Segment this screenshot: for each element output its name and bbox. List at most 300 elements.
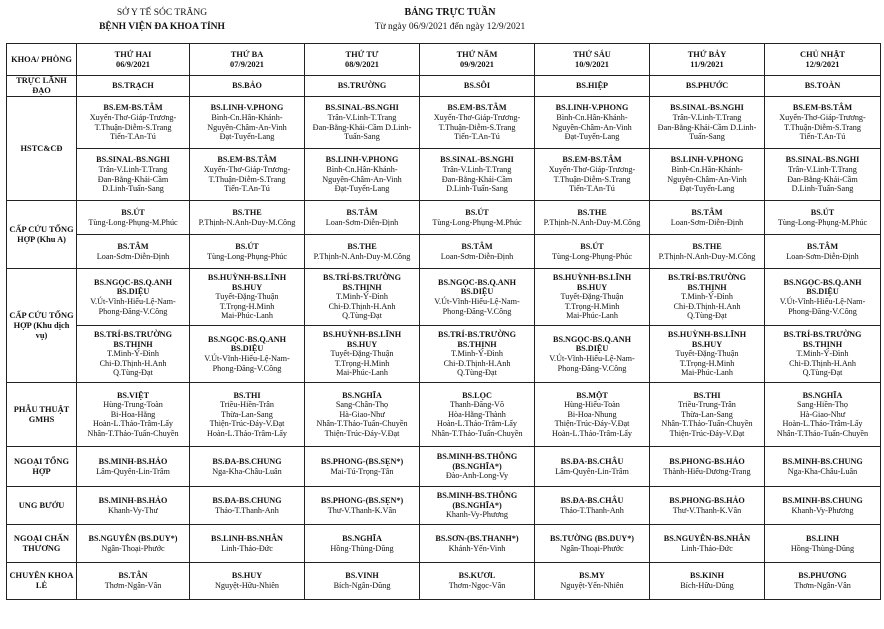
doctor-name: BS.THỊNH: [113, 339, 153, 349]
page-subtitle: Từ ngày 06/9/2021 đến ngày 12/9/2021: [374, 22, 526, 32]
day-name: THỨ SÁU: [573, 50, 611, 59]
staff-names: Tiến-T.An-Tú: [454, 132, 500, 142]
doctor-name: BS.SINAL-BS.NGHI: [96, 155, 170, 165]
doctor-name: BS.HUỲNH-BS.LĨNH: [322, 330, 402, 340]
doctor-name: BS.HUỲNH-BS.LĨNH: [552, 273, 632, 283]
doctor-name: BS.DIỆU: [116, 287, 150, 297]
staff-names: Phong-Đăng-V.Công: [557, 363, 627, 373]
duty-cell: [305, 525, 420, 563]
day-name: THỨ BA: [230, 50, 264, 59]
doctor-name: BS.VIỆT: [116, 390, 150, 400]
doctor-name: BS.ĐA-BS.CHUNG: [212, 456, 282, 466]
doctor-name: BS.TOÀN: [804, 81, 841, 91]
staff-names: Thừa-Lan-Sang: [221, 409, 273, 419]
staff-names: Trân-V.Linh-T.Trang: [672, 112, 742, 122]
roster-row: [7, 326, 881, 383]
doctor-name: BS.THE: [692, 241, 722, 251]
staff-names: P.Thịnh-N.Anh-Duy-M.Công: [198, 217, 296, 227]
doctor-name: BS.LINH-V.PHONG: [670, 155, 744, 165]
staff-names: Hà-Giao-Như: [339, 409, 385, 419]
staff-names: Loan-Sơm-Diễn-Định: [440, 251, 514, 261]
doctor-name: BS.ĐA-BS.CHÂU: [560, 495, 624, 505]
staff-names: Trân-V.Linh-T.Trang: [327, 112, 397, 122]
duty-cell: [765, 447, 881, 487]
doctor-name: BS.NGỌC-BS.Q.ANH: [207, 334, 287, 344]
duty-cell: [650, 525, 765, 563]
day-date: 09/9/2021: [460, 59, 494, 69]
staff-names: Thảo-T.Thanh-Anh: [560, 505, 624, 515]
doctor-name: BS.NGỌC-BS.Q.ANH: [783, 277, 862, 287]
duty-cell: [765, 487, 881, 525]
staff-names: Nhân-T.Thảo-Tuấn-Chuyền: [316, 419, 408, 429]
roster-row: [7, 97, 881, 149]
duty-cell: [420, 201, 535, 235]
duty-cell: [77, 563, 190, 600]
doctor-name: BS.HUY: [231, 282, 263, 292]
day-header: [190, 44, 305, 76]
staff-names: Đan-Bằng-Khải-Cầm: [441, 174, 513, 184]
day-header: [535, 44, 650, 76]
doctor-name: BS.KƯƠL: [458, 571, 496, 581]
staff-names: Đan-Bằng-Khải-Cầm D.Linh-: [312, 122, 412, 132]
duty-cell: [765, 269, 881, 326]
duty-cell: [535, 97, 650, 149]
day-name: THỨ BẢY: [687, 50, 727, 59]
staff-names: Phong-Đăng-V.Công: [98, 306, 168, 316]
staff-names: Thơm-Ngọc-Vân: [448, 581, 506, 590]
doctor-name: BS.LINH-V.PHONG: [210, 103, 284, 113]
day-date: 08/9/2021: [345, 59, 379, 69]
duty-cell: [305, 235, 420, 269]
doctor-name: BS.DIỆU: [575, 344, 609, 354]
staff-names: Khanh-Vy-Phương: [446, 510, 508, 520]
doctor-name: BS.THE: [347, 241, 377, 251]
duty-cell: [190, 76, 305, 97]
staff-names: Loan-Sơm-Diễn-Định: [96, 251, 170, 261]
staff-names: Linh-Thảo-Đức: [681, 543, 733, 553]
day-date: 10/9/2021: [575, 59, 609, 69]
staff-names: Tuấn-Sang: [689, 132, 725, 142]
staff-names: T.Minh-Ý-Đình: [796, 349, 849, 359]
doctor-name: BS.HUỲNH-BS.LĨNH: [207, 273, 287, 283]
day-date: 07/9/2021: [230, 59, 264, 69]
doctor-name: BS.TRẠCH: [112, 81, 154, 91]
staff-names: Thành-Hiếu-Dương-Trang: [663, 466, 751, 476]
duty-cell: [650, 326, 765, 383]
doctor-name: BS.NGHĨA: [342, 390, 382, 400]
doctor-name: BS.NGỌC-BS.Q.ANH: [552, 334, 632, 344]
day-date: 06/9/2021: [116, 59, 150, 69]
duty-cell: [650, 269, 765, 326]
department-label: CẤP CỨU TỔNG HỢP (Khu dịch vụ): [7, 269, 77, 383]
doctor-name: (BS.NGHĨA*): [452, 500, 502, 510]
staff-names: Tùng-Long-Phụng-M.Phúc: [432, 217, 522, 227]
staff-names: Khánh-Yến-Vinh: [448, 543, 506, 553]
duty-cell: [650, 97, 765, 149]
day-name: THỨ TƯ: [345, 50, 379, 59]
staff-names: Thiện-Trúc-Đáy-V.Đạt: [324, 428, 400, 438]
duty-cell: [190, 235, 305, 269]
duty-cell: [190, 487, 305, 525]
staff-names: Tuyết-Đặng-Thuận: [560, 292, 624, 302]
doctor-name: BS.SINAL-BS.NGHI: [440, 155, 514, 165]
duty-cell: [420, 487, 535, 525]
duty-cell: [305, 201, 420, 235]
doctor-name: BS.EM-BS.TÂM: [217, 155, 277, 165]
duty-cell: [77, 76, 190, 97]
staff-names: Nguyên-Châm-An-Vinh: [552, 122, 632, 132]
staff-names: Ngân-Thoại-Phước: [101, 543, 165, 553]
doctor-name: BS.MINH-BS.HẢO: [98, 456, 168, 466]
doctor-name: BS.THE: [577, 207, 607, 217]
doctor-name: BS.SÔI: [463, 81, 491, 91]
staff-names: Nguyệt-Yến-Nhiên: [560, 581, 624, 590]
staff-names: Nhân-T.Thảo-Tuấn-Chuyền: [431, 428, 523, 438]
doctor-name: BS.TÂM: [117, 241, 149, 251]
doctor-name: BS.LINH-V.PHONG: [325, 155, 399, 165]
staff-names: Lâm-Quyên-Lin-Trâm: [96, 466, 170, 476]
duty-cell: [535, 76, 650, 97]
roster-row: [7, 447, 881, 487]
duty-cell: [420, 149, 535, 201]
staff-names: T.Trọng-H.Minh: [219, 301, 275, 311]
doctor-name: BS.DIỆU: [806, 287, 839, 297]
duty-cell: [190, 563, 305, 600]
duty-cell: [650, 383, 765, 447]
staff-names: P.Thịnh-N.Anh-Duy-M.Công: [543, 217, 641, 227]
staff-names: Triều-Hiền-Trân: [220, 400, 274, 410]
staff-names: Bình-Cn.Hân-Khánh-: [211, 112, 283, 122]
doctor-name: BS.TRÍ-BS.TRƯỜNG: [783, 330, 862, 340]
doctor-name: BS.TÂN: [118, 571, 148, 581]
staff-names: Hoàn-L.Thảo-Trâm-Lấy: [782, 419, 863, 429]
staff-names: D.Linh-Tuấn-Sang: [102, 184, 164, 194]
doctor-name: BS.SINAL-BS.NGHI: [785, 155, 860, 165]
duty-cell: [650, 76, 765, 97]
doctor-name: BS.MINH-BS.HẢO: [98, 495, 168, 505]
staff-names: Loan-Sơm-Diễn-Định: [786, 251, 859, 261]
staff-names: Chi-Đ.Thịnh-H.Anh: [99, 358, 167, 368]
day-date: 12/9/2021: [805, 59, 840, 69]
staff-names: V.Út-Vĩnh-Hiếu-Lệ-Nam-: [549, 354, 635, 363]
staff-names: T.Thuận-Diễm-S.Trang: [784, 122, 861, 132]
staff-names: Thừa-Lan-Sang: [681, 409, 733, 419]
roster-row: [7, 149, 881, 201]
duty-cell: [305, 447, 420, 487]
staff-names: Hoàn-L.Thảo-Trâm-Lấy: [552, 428, 632, 438]
duty-cell: [535, 149, 650, 201]
duty-cell: [190, 326, 305, 383]
org-name: SỞ Y TẾ SÓC TRĂNG: [116, 8, 208, 18]
doctor-name: BS.HUY: [231, 571, 263, 581]
staff-names: Q.Tùng-Đạt: [113, 368, 153, 378]
duty-cell: [190, 201, 305, 235]
doctor-name: BS.MINH-BS.CHUNG: [782, 495, 863, 505]
doctor-name: BS.HUY: [576, 282, 608, 292]
staff-names: Lâm-Quyên-Lin-Trâm: [555, 466, 629, 476]
staff-names: V.Út-Vĩnh-Hiếu-Lệ-Nam-: [434, 297, 520, 306]
staff-names: Sang-Chân-Thọ: [335, 400, 389, 410]
staff-names: Hòa-Hằng-Thành: [448, 409, 506, 419]
header-left: [72, 6, 252, 34]
staff-names: D.Linh-Tuấn-Sang: [446, 184, 508, 194]
staff-names: Hoàn-L.Thảo-Trâm-Lấy: [207, 428, 287, 438]
doctor-name: BS.PHONG-(BS.SẸN*): [320, 456, 404, 466]
doctor-name: BS.TRƯỜNG: [337, 81, 387, 91]
staff-names: Chi-Đ.Thịnh-H.Anh: [789, 358, 856, 368]
staff-names: T.Minh-Ý-Đình: [336, 292, 388, 302]
doctor-name: BS.THE: [232, 207, 262, 217]
duty-cell: [190, 447, 305, 487]
duty-cell: [765, 525, 881, 563]
staff-names: Khanh-Vy-Phương: [791, 505, 854, 515]
staff-names: Tùng-Long-Phụng-M.Phúc: [777, 217, 868, 227]
duty-roster-table: [6, 43, 881, 600]
roster-row: [7, 269, 881, 326]
doctor-name: BS.THI: [693, 390, 721, 400]
staff-names: Nguyệt-Hữu-Nhiên: [214, 581, 279, 590]
roster-row: [7, 201, 881, 235]
doctor-name: BS.PHƯƠNG: [798, 571, 847, 581]
doctor-name: BS.TRÍ-BS.TRƯỜNG: [323, 273, 401, 283]
duty-cell: [535, 563, 650, 600]
doctor-name: BS.THỊNH: [457, 339, 497, 349]
staff-names: Thảo-T.Thanh-Anh: [215, 505, 279, 515]
doctor-name: BS.SINAL-BS.NGHI: [670, 103, 744, 113]
duty-cell: [650, 235, 765, 269]
day-header: [420, 44, 535, 76]
staff-names: Hùng-Hiếu-Toàn: [564, 400, 620, 410]
staff-names: Bích-Hữu-Dũng: [680, 581, 734, 590]
staff-names: Mai-Phúc-Lanh: [336, 368, 388, 378]
staff-names: Q.Tùng-Đạt: [457, 368, 497, 378]
duty-cell: [650, 487, 765, 525]
duty-cell: [77, 326, 190, 383]
doctor-name: BS.THỊNH: [342, 282, 382, 292]
staff-names: Triều-Trung-Trân: [678, 400, 736, 410]
staff-names: Tùng-Long-Phụng-Phúc: [551, 251, 633, 261]
staff-names: P.Thịnh-N.Anh-Duy-M.Công: [313, 251, 411, 261]
duty-cell: [305, 326, 420, 383]
doctor-name: BS.DIỆU: [230, 344, 264, 354]
doctor-name: BS.NGHĨA: [342, 533, 382, 543]
duty-cell: [535, 201, 650, 235]
duty-cell: [305, 383, 420, 447]
roster-row: [7, 487, 881, 525]
doctor-name: BS.HIỆP: [575, 81, 609, 91]
doctor-name: BS.HUỲNH-BS.LĨNH: [667, 330, 747, 340]
staff-names: T.Trọng-H.Minh: [564, 301, 620, 311]
doctor-name: BS.TÂM: [346, 207, 378, 217]
staff-names: Hoàn-L.Thảo-Trâm-Lấy: [93, 419, 173, 429]
department-label: NGOẠI CHẤN THƯƠNG: [7, 525, 77, 563]
duty-cell: [765, 383, 881, 447]
doctor-name: BS.MỘT: [576, 390, 608, 400]
doctor-name: BS.EM-BS.TÂM: [103, 103, 163, 113]
duty-cell: [535, 326, 650, 383]
staff-names: Thơm-Ngân-Vân: [794, 581, 851, 590]
staff-names: Xuyến-Thơ-Giáp-Trương-: [89, 112, 177, 122]
header-right: [300, 6, 600, 34]
staff-names: Tuyết-Đặng-Thuận: [675, 349, 739, 359]
duty-cell: [765, 149, 881, 201]
roster-row: [7, 76, 881, 97]
page-title: BẢNG TRỰC TUẦN: [404, 7, 496, 18]
duty-cell: [420, 326, 535, 383]
duty-cell: [77, 149, 190, 201]
staff-names: Xuyến-Thơ-Giáp-Trương-: [779, 112, 866, 122]
duty-cell: [305, 76, 420, 97]
staff-names: Loan-Sơm-Diễn-Định: [670, 217, 744, 227]
day-header: [650, 44, 765, 76]
staff-names: Đào-Anh-Long-Vy: [445, 471, 509, 481]
staff-names: Mai-Phúc-Lanh: [221, 311, 273, 321]
day-name: THỨ NĂM: [456, 50, 498, 59]
staff-names: Chi-Đ.Thịnh-H.Anh: [328, 301, 396, 311]
doctor-name: BS.NGỌC-BS.Q.ANH: [437, 277, 517, 287]
doctor-name: BS.NGHĨA: [802, 390, 843, 400]
staff-names: Bi-Hoa-Nhung: [567, 409, 617, 419]
staff-names: Tiến-T.An-Tú: [799, 132, 846, 142]
staff-names: Thiện-Trúc-Đáy-V.Đạt: [669, 428, 745, 438]
duty-cell: [650, 447, 765, 487]
staff-names: Chi-Đ.Thịnh-H.Anh: [443, 358, 511, 368]
doctor-name: BS.BẢO: [232, 81, 262, 91]
staff-names: Khanh-Vy-Thư: [108, 505, 158, 515]
staff-names: Thanh-Đăng-Võ: [449, 400, 505, 410]
staff-names: Xuyến-Thơ-Giáp-Trương-: [433, 112, 521, 122]
corner-header: KHOA/ PHÒNG: [7, 44, 77, 76]
duty-cell: [190, 149, 305, 201]
doctor-name: BS.MINH-BS.THÔNG: [436, 452, 518, 462]
staff-names: Tùng-Long-Phụng-M.Phúc: [88, 217, 178, 227]
duty-cell: [77, 383, 190, 447]
doctor-name: BS.EM-BS.TÂM: [792, 103, 853, 113]
staff-names: Tuấn-Sang: [344, 132, 380, 142]
duty-cell: [190, 383, 305, 447]
doctor-name: BS.NGUYÊN-BS.NHÂN: [663, 533, 751, 543]
staff-names: Q.Tùng-Đạt: [687, 311, 727, 321]
department-label: TRỰC LÃNH ĐẠO: [7, 76, 77, 97]
department-label: PHẪU THUẬT GMHS: [7, 383, 77, 447]
doctor-name: BS.EM-BS.TÂM: [447, 103, 507, 113]
doctor-name: BS.MINH-BS.THÔNG: [436, 491, 518, 501]
duty-cell: [77, 525, 190, 563]
staff-names: T.Trọng-H.Minh: [679, 358, 735, 368]
staff-names: T.Minh-Ý-Đình: [451, 349, 503, 359]
staff-names: Nhân-T.Thảo-Tuấn-Chuyền: [661, 419, 753, 429]
duty-cell: [305, 563, 420, 600]
staff-names: Phong-Đăng-V.Công: [788, 306, 857, 316]
duty-cell: [77, 97, 190, 149]
staff-names: Mai-Phúc-Lanh: [681, 368, 733, 378]
doctor-name: BS.DIỆU: [460, 287, 494, 297]
staff-names: Nguyên-Châm-An-Vinh: [667, 174, 747, 184]
duty-cell: [765, 235, 881, 269]
duty-cell: [77, 487, 190, 525]
staff-names: Hà-Giao-Như: [799, 409, 846, 419]
day-header: [77, 44, 190, 76]
roster-row: [7, 525, 881, 563]
doctor-name: BS.TÂM: [461, 241, 493, 251]
duty-cell: [77, 447, 190, 487]
doctor-name: BS.PHƯỚC: [685, 81, 729, 91]
staff-names: Bi-Hoa-Hằng: [110, 409, 156, 419]
doctor-name: BS.HUY: [346, 339, 378, 349]
staff-names: Thiện-Trúc-Đáy-V.Đạt: [554, 419, 630, 429]
duty-cell: [305, 487, 420, 525]
staff-names: T.Thuận-Diễm-S.Trang: [438, 122, 516, 132]
doctor-name: BS.ÚT: [465, 207, 489, 217]
staff-names: Đan-Bằng-Khải-Cầm D.Linh-: [657, 122, 757, 132]
department-label: UNG BƯỚU: [7, 487, 77, 525]
staff-names: Mai-Phúc-Lanh: [566, 311, 618, 321]
day-name: CHỦ NHẬT: [800, 50, 845, 59]
staff-names: Hùng-Trung-Toàn: [103, 400, 163, 410]
staff-names: Q.Tùng-Đạt: [342, 311, 382, 321]
department-label: CẤP CỨU TỔNG HỢP (Khu A): [7, 201, 77, 269]
duty-cell: [765, 326, 881, 383]
staff-names: Đạt-Tuyến-Lang: [334, 184, 390, 194]
doctor-name: BS.MINH-BS.CHUNG: [782, 456, 863, 466]
duty-cell: [535, 525, 650, 563]
staff-names: Tiến-T.An-Tú: [110, 132, 156, 142]
roster-row: [7, 563, 881, 600]
doctor-name: BS.THI: [233, 390, 261, 400]
duty-cell: [765, 201, 881, 235]
staff-names: Bích-Ngân-Dũng: [333, 581, 391, 590]
staff-names: Trân-V.Linh-T.Trang: [788, 164, 857, 174]
staff-names: V.Út-Vĩnh-Hiếu-Lệ-Nam-: [779, 297, 866, 306]
staff-names: Trân-V.Linh-T.Trang: [442, 164, 512, 174]
doctor-name: BS.TÂM: [691, 207, 723, 217]
doctor-name: BS.PHONG-BS.HẢO: [669, 495, 745, 505]
staff-names: Thơm-Ngân-Vân: [104, 581, 162, 590]
doctor-name: BS.VINH: [345, 571, 379, 581]
duty-cell: [420, 563, 535, 600]
staff-names: T.Thuận-Diễm-S.Trang: [553, 174, 631, 184]
roster-row: [7, 235, 881, 269]
staff-names: Chi-Đ.Thịnh-H.Anh: [673, 301, 741, 311]
staff-names: T.Trọng-H.Minh: [334, 358, 390, 368]
roster-row: [7, 383, 881, 447]
doctor-name: BS.HUY: [691, 339, 723, 349]
duty-cell: [765, 563, 881, 600]
doctor-name: BS.TRÍ-BS.TRƯỜNG: [94, 330, 172, 340]
staff-names: Nhân-T.Thảo-Tuấn-Chuyền: [87, 428, 179, 438]
doctor-name: BS.ĐA-BS.CHUNG: [212, 495, 282, 505]
staff-names: Thư-V.Thanh-K.Vân: [672, 505, 742, 515]
duty-cell: [650, 563, 765, 600]
staff-names: D.Linh-Tuấn-Sang: [791, 184, 854, 194]
department-label: CHUYÊN KHOA LẺ: [7, 563, 77, 600]
duty-cell: [305, 149, 420, 201]
duty-cell: [190, 97, 305, 149]
duty-cell: [650, 149, 765, 201]
staff-names: Nga-Kha-Châu-Luân: [212, 466, 282, 476]
department-label: NGOẠI TỔNG HỢP: [7, 447, 77, 487]
staff-names: Thư-V.Thanh-K.Vân: [327, 505, 397, 515]
duty-cell: [535, 487, 650, 525]
duty-cell: [420, 525, 535, 563]
day-header: [765, 44, 881, 76]
doctor-name: (BS.NGHĨA*): [452, 461, 502, 471]
doctor-name: BS.TRÍ-BS.TRƯỜNG: [438, 330, 516, 340]
staff-names: Đan-Bằng-Khải-Cầm: [97, 174, 169, 184]
duty-cell: [535, 447, 650, 487]
staff-names: Tùng-Long-Phụng-Phúc: [206, 251, 288, 261]
duty-cell: [535, 383, 650, 447]
